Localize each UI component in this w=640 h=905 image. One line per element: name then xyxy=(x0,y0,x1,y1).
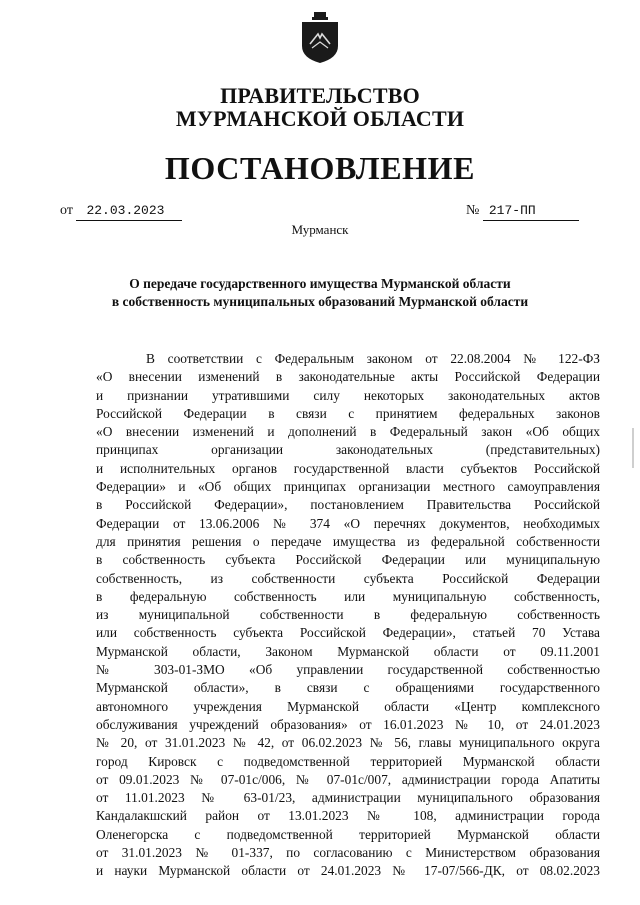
number-value: 217-ПП xyxy=(483,202,579,221)
body-line: Оленегорска с подведомственной территорией Мурманской области xyxy=(96,826,600,842)
body-line: Федерации» и «Об общих принципах организации местного самоуправления xyxy=(96,479,600,495)
body-line: в собственность субъекта Российской Федерации или муниципальную xyxy=(96,552,600,568)
body-line: город Кировск с подведомственной территорией Мурманской области xyxy=(96,753,600,769)
number-field xyxy=(466,202,579,221)
body-line: и науки Мурманской области от 24.01.2023 № 17-07/566-ДК, от 08.02.2023 xyxy=(96,863,600,879)
body-line: Российской Федерации в связи с принятием федеральных законов xyxy=(96,405,600,421)
body-line: в Российской Федерации», постановлением Правительства Российской xyxy=(96,497,600,513)
subject-line-2: в собственность муниципальных образований Мурманской области xyxy=(111,294,529,309)
body-line: или собственность субъекта Российской Федерации», статьей 70 Устава xyxy=(96,625,600,641)
scan-margin-mark xyxy=(631,428,637,468)
date-field xyxy=(60,202,182,221)
number-prefix: № xyxy=(466,203,480,218)
document-type: ПОСТАНОВЛЕНИЕ xyxy=(164,150,476,186)
body-line: Мурманской области», в связи с обращениями государственного xyxy=(96,680,600,696)
body-paragraph xyxy=(96,350,600,881)
body-line: из муниципальной собственности в федеральную собственность xyxy=(96,607,600,623)
coat-of-arms-icon xyxy=(298,12,342,64)
body-line: Федерации от 13.06.2006 № 374 «О перечнях документов, необходимых xyxy=(96,515,600,531)
body-line: от 31.01.2023 № 01-337, по согласованию с Министерством образования xyxy=(96,845,600,861)
org-line-2: МУРМАНСКОЙ ОБЛАСТИ xyxy=(175,106,465,131)
org-line-1: ПРАВИТЕЛЬСТВО xyxy=(220,83,420,108)
body-line: «О внесении изменений и дополнений в Федеральный закон «Об общих xyxy=(96,424,600,440)
body-line: принципах организации законодательных (представительных) xyxy=(96,442,600,458)
body-line: в федеральную собственность или муниципальную собственность, xyxy=(96,588,600,604)
body-line: Кандалакшский район от 13.01.2023 № 108, администрации города xyxy=(96,808,600,824)
body-line: № 20, от 31.01.2023 № 42, от 06.02.2023 № 56, главы муниципального округа xyxy=(96,735,600,751)
body-line: от 09.01.2023 № 07-01с/006, № 07-01с/007, администрации города Апатиты xyxy=(96,771,600,787)
organization-name xyxy=(0,84,640,130)
body-line: и признании утратившими силу некоторых законодательных актов xyxy=(96,387,600,403)
subject-line-1: О передаче государственного имущества Мурманской области xyxy=(129,276,511,291)
body-line: Мурманской области, Законом Мурманской области от 09.11.2001 xyxy=(96,643,600,659)
body-line: собственность, из собственности субъекта Российской Федерации xyxy=(96,570,600,586)
date-value: 22.03.2023 xyxy=(76,202,182,221)
body-line: «О внесении изменений в законодательные акты Российской Федерации xyxy=(96,369,600,385)
body-line: и исполнительных органов государственной власти субъектов Российской xyxy=(96,460,600,476)
date-prefix: от xyxy=(60,203,73,218)
document-subject xyxy=(0,275,640,311)
body-line: обслуживания учреждений образования» от 16.01.2023 № 10, от 24.01.2023 xyxy=(96,716,600,732)
body-line: автономного учреждения Мурманской области «Центр комплексного xyxy=(96,698,600,714)
city-name: Мурманск xyxy=(291,222,349,237)
body-line: для принятия решения о передаче имущества из федеральной собственности xyxy=(96,533,600,549)
body-line: В соответствии с Федеральным законом от 22.08.2004 № 122-ФЗ xyxy=(146,351,600,366)
body-line: от 11.01.2023 № 63-01/23, администрации муниципального образования xyxy=(96,790,600,806)
body-line: № 303-01-ЗМО «Об управлении государственной собственностью xyxy=(96,662,600,678)
